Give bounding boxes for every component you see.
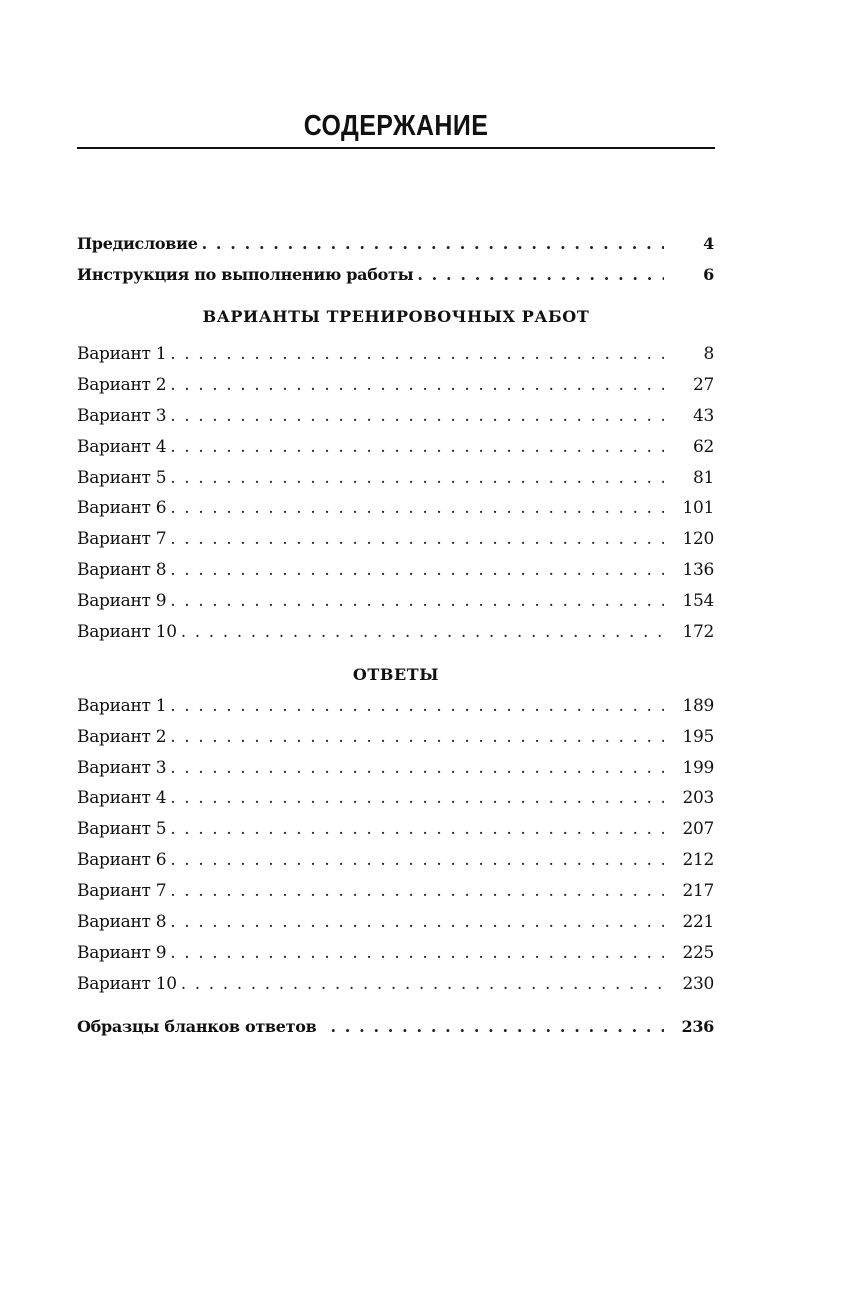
toc-entry-label: Вариант 4 (77, 437, 167, 457)
toc-entry[interactable] (77, 495, 714, 521)
toc-entry-label: Вариант 9 (77, 943, 167, 963)
toc-page-number: 154 (682, 591, 714, 611)
dot-leader (170, 557, 664, 583)
toc-entry-label: Вариант 1 (77, 696, 167, 716)
toc-entry[interactable] (77, 816, 714, 842)
dot-leader (170, 816, 664, 842)
dot-leader (330, 1014, 664, 1040)
toc-entry[interactable] (77, 724, 714, 750)
toc-entry-label: Вариант 2 (77, 375, 167, 395)
toc-entry-label: Образцы бланков ответов (77, 1017, 317, 1036)
dot-leader (170, 588, 664, 614)
toc-entry[interactable] (77, 909, 714, 935)
toc-page-number: 6 (703, 265, 714, 284)
toc-entry-label: Вариант 5 (77, 468, 167, 488)
toc-page-number: 8 (703, 344, 714, 364)
dot-leader (170, 878, 664, 904)
toc-entry[interactable] (77, 372, 714, 398)
toc-page-number: 217 (682, 881, 714, 901)
dot-leader (181, 619, 664, 645)
dot-leader (170, 434, 664, 460)
toc-entry[interactable] (77, 403, 714, 429)
toc-entry-label: Предисловие (77, 234, 198, 253)
toc-entry[interactable] (77, 588, 714, 614)
dot-leader (170, 847, 664, 873)
dot-leader (202, 231, 664, 257)
toc-entry[interactable] (77, 465, 714, 491)
toc-entry[interactable] (77, 971, 714, 997)
toc-entry-label: Вариант 7 (77, 529, 167, 549)
toc-entry-label: Вариант 6 (77, 850, 167, 870)
dot-leader (170, 341, 664, 367)
toc-page-number: 207 (682, 819, 714, 839)
toc-entry[interactable] (77, 785, 714, 811)
dot-leader (417, 262, 664, 288)
dot-leader (170, 724, 664, 750)
toc-entry-label: Вариант 8 (77, 912, 167, 932)
toc-entry-label: Вариант 6 (77, 498, 167, 518)
toc-page-number: 136 (682, 560, 714, 580)
page-title: СОДЕРЖАНИЕ (303, 110, 489, 142)
toc-page-number: 203 (682, 788, 714, 808)
toc-page-number: 221 (682, 912, 714, 932)
dot-leader (181, 971, 664, 997)
dot-leader (170, 526, 664, 552)
toc-entry[interactable] (77, 940, 714, 966)
toc-entry[interactable] (77, 619, 714, 645)
title-divider (77, 147, 715, 149)
toc-entry-label: Вариант 2 (77, 727, 167, 747)
toc-entry-label: Вариант 4 (77, 788, 167, 808)
toc-page-number: 230 (682, 974, 714, 994)
toc-entry-label: Вариант 8 (77, 560, 167, 580)
dot-leader (170, 495, 664, 521)
toc-entry[interactable] (77, 847, 714, 873)
toc-entry-label: Вариант 3 (77, 758, 167, 778)
toc-page-number: 120 (682, 529, 714, 549)
toc-entry[interactable] (77, 878, 714, 904)
toc-entry-label: Вариант 3 (77, 406, 167, 426)
toc-entry-instructions[interactable] (77, 262, 714, 288)
toc-entry[interactable] (77, 526, 714, 552)
dot-leader (170, 755, 664, 781)
dot-leader (170, 693, 664, 719)
toc-page-number: 4 (703, 234, 714, 253)
toc-page-number: 62 (692, 437, 714, 457)
toc-entry-label: Вариант 7 (77, 881, 167, 901)
dot-leader (170, 403, 664, 429)
toc-entry-label: Вариант 9 (77, 591, 167, 611)
dot-leader (170, 785, 664, 811)
dot-leader (170, 909, 664, 935)
toc-entry-preface[interactable] (77, 231, 714, 257)
toc-page-number: 81 (692, 468, 714, 488)
toc-entry[interactable] (77, 693, 714, 719)
toc-page-number: 172 (682, 622, 714, 642)
toc-page-number: 212 (682, 850, 714, 870)
toc-entry[interactable] (77, 755, 714, 781)
toc-page-number: 43 (692, 406, 714, 426)
toc-page-number: 189 (682, 696, 714, 716)
section-heading-training-variants: ВАРИАНТЫ ТРЕНИРОВОЧНЫХ РАБОТ (202, 307, 590, 326)
toc-page-number: 225 (682, 943, 714, 963)
dot-leader (170, 372, 664, 398)
toc-page-number: 199 (682, 758, 714, 778)
toc-page-number: 236 (681, 1017, 714, 1036)
toc-page-number: 101 (682, 498, 714, 518)
dot-leader (170, 940, 664, 966)
toc-entry-label: Вариант 5 (77, 819, 167, 839)
toc-entry-label: Вариант 10 (77, 622, 177, 642)
toc-entry-label: Вариант 1 (77, 344, 167, 364)
toc-entry[interactable] (77, 341, 714, 367)
toc-entry-label: Вариант 10 (77, 974, 177, 994)
toc-page-number: 195 (682, 727, 714, 747)
toc-entry[interactable] (77, 434, 714, 460)
toc-entry[interactable] (77, 557, 714, 583)
toc-page-number: 27 (692, 375, 714, 395)
section-heading-answers: ОТВЕТЫ (352, 665, 440, 684)
dot-leader (170, 465, 664, 491)
toc-entry-label: Инструкция по выполнению работы (77, 265, 414, 284)
toc-entry-answer-forms[interactable] (77, 1014, 714, 1040)
